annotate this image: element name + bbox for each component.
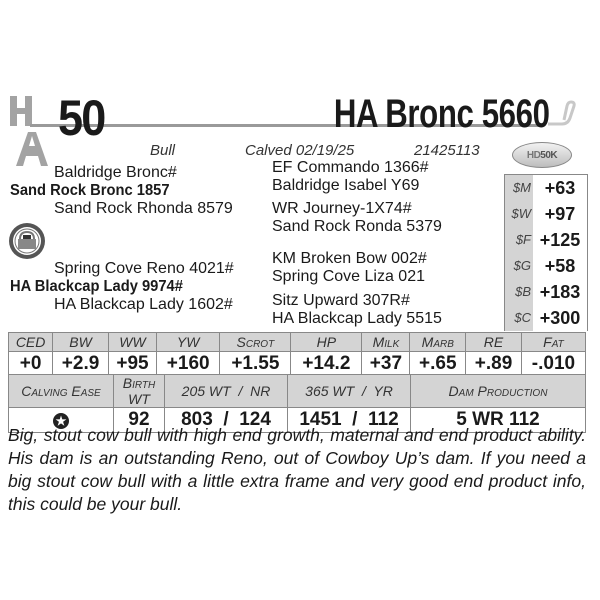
epd-header-milk: Milk xyxy=(362,333,410,352)
calved-date: Calved 02/19/25 xyxy=(245,142,355,159)
ha-logo-icon xyxy=(8,96,50,166)
epd-value-re: +.89 xyxy=(466,352,522,377)
perf-header-dam-production: Dam Production xyxy=(411,375,586,408)
index-label-w: $W xyxy=(511,206,531,221)
index-label-g: $G xyxy=(513,258,531,273)
perf-value-205wt: 803 / 124 xyxy=(165,408,288,433)
dam-sire-sire: KM Broken Bow 002# xyxy=(272,250,427,267)
perf-header-205wt: 205 WT / NR xyxy=(165,375,288,408)
rope-tail-icon xyxy=(548,100,578,126)
sire-dam-sire: WR Journey-1X74# xyxy=(272,200,412,217)
epd-value-yw: +160 xyxy=(157,352,220,377)
dollar-index-labels xyxy=(505,175,533,331)
epd-header-ced: CED xyxy=(9,333,53,352)
epd-header-fat: Fat xyxy=(521,333,585,352)
perf-header-birth-wt: Birth WT xyxy=(114,375,165,408)
registration-number: 21425113 xyxy=(414,142,480,159)
sire: Sand Rock Bronc 1857 xyxy=(10,182,170,199)
index-label-c: $C xyxy=(514,310,531,325)
dam-sire: Spring Cove Reno 4021# xyxy=(54,260,234,277)
dam-dam-sire: Sitz Upward 307R# xyxy=(272,292,410,309)
perf-value-dam-production: 5 WR 112 xyxy=(411,408,586,433)
epd-value-row xyxy=(9,352,586,377)
epd-header-row xyxy=(9,333,586,352)
dam-sire-dam: Spring Cove Liza 021 xyxy=(272,268,425,285)
epd-header-re: RE xyxy=(466,333,522,352)
star-icon: ★ xyxy=(53,413,69,429)
epd-value-marb: +.65 xyxy=(410,352,466,377)
dollar-index-values xyxy=(533,175,587,331)
epd-value-ced: +0 xyxy=(9,352,53,377)
description-text: Big, stout cow bull with high end growth, maternal and end product ability. His dam is an outstanding Reno, out of Cowboy Up’s dam. If you need a big stout cow bull with a little extra frame and very good end product info, this could be your bull. xyxy=(8,425,586,514)
lot-number: 50 xyxy=(58,90,105,146)
sire-dam: Sand Rock Rhonda 8579 xyxy=(54,200,233,217)
perf-header-365wt: 365 WT / YR xyxy=(288,375,411,408)
index-value-b: +183 xyxy=(539,282,581,302)
hd50k-badge xyxy=(512,142,572,168)
sire-sire-sire: EF Commando 1366# xyxy=(272,159,429,176)
badge-suffix: 50K xyxy=(540,149,558,161)
performance-header-row xyxy=(9,375,586,408)
epd-value-bw: +2.9 xyxy=(53,352,109,377)
dam: HA Blackcap Lady 9974# xyxy=(10,278,183,295)
dam-dam-dam: HA Blackcap Lady 5515 xyxy=(272,310,442,327)
sex-label: Bull xyxy=(150,142,176,159)
index-value-w: +97 xyxy=(544,204,576,224)
epd-table xyxy=(8,332,586,377)
perf-value-365wt: 1451 / 112 xyxy=(288,408,411,433)
epd-header-hp: HP xyxy=(291,333,362,352)
sire-sire: Baldridge Bronc# xyxy=(54,164,177,181)
epd-value-milk: +37 xyxy=(362,352,410,377)
index-value-m: +63 xyxy=(544,178,576,198)
perf-value-birth-wt: 92 xyxy=(114,408,165,433)
epd-header-ww: WW xyxy=(108,333,156,352)
epd-value-hp: +14.2 xyxy=(291,352,362,377)
index-value-g: +58 xyxy=(544,256,576,276)
epd-header-scrot: Scrot xyxy=(220,333,291,352)
sire-sire-dam: Baldridge Isabel Y69 xyxy=(272,177,420,194)
dam-dam: HA Blackcap Lady 1602# xyxy=(54,296,233,313)
index-label-b: $B xyxy=(515,284,531,299)
epd-header-bw: BW xyxy=(53,333,109,352)
dollar-index-box xyxy=(504,174,588,331)
index-value-c: +300 xyxy=(539,308,581,328)
certification-seal-icon xyxy=(8,222,46,260)
animal-name: HA Bronc 5660 xyxy=(334,92,550,136)
index-label-m: $M xyxy=(512,180,531,195)
index-label-f: $F xyxy=(515,232,531,247)
epd-value-ww: +95 xyxy=(108,352,156,377)
epd-header-yw: YW xyxy=(157,333,220,352)
index-value-f: +125 xyxy=(539,230,581,250)
epd-value-scrot: +1.55 xyxy=(220,352,291,377)
perf-header-calving-ease: Calving Ease xyxy=(9,375,114,408)
epd-header-marb: Marb xyxy=(410,333,466,352)
epd-value-fat: -.010 xyxy=(521,352,585,377)
badge-prefix: HD xyxy=(526,149,541,161)
sire-dam-dam: Sand Rock Ronda 5379 xyxy=(272,218,442,235)
